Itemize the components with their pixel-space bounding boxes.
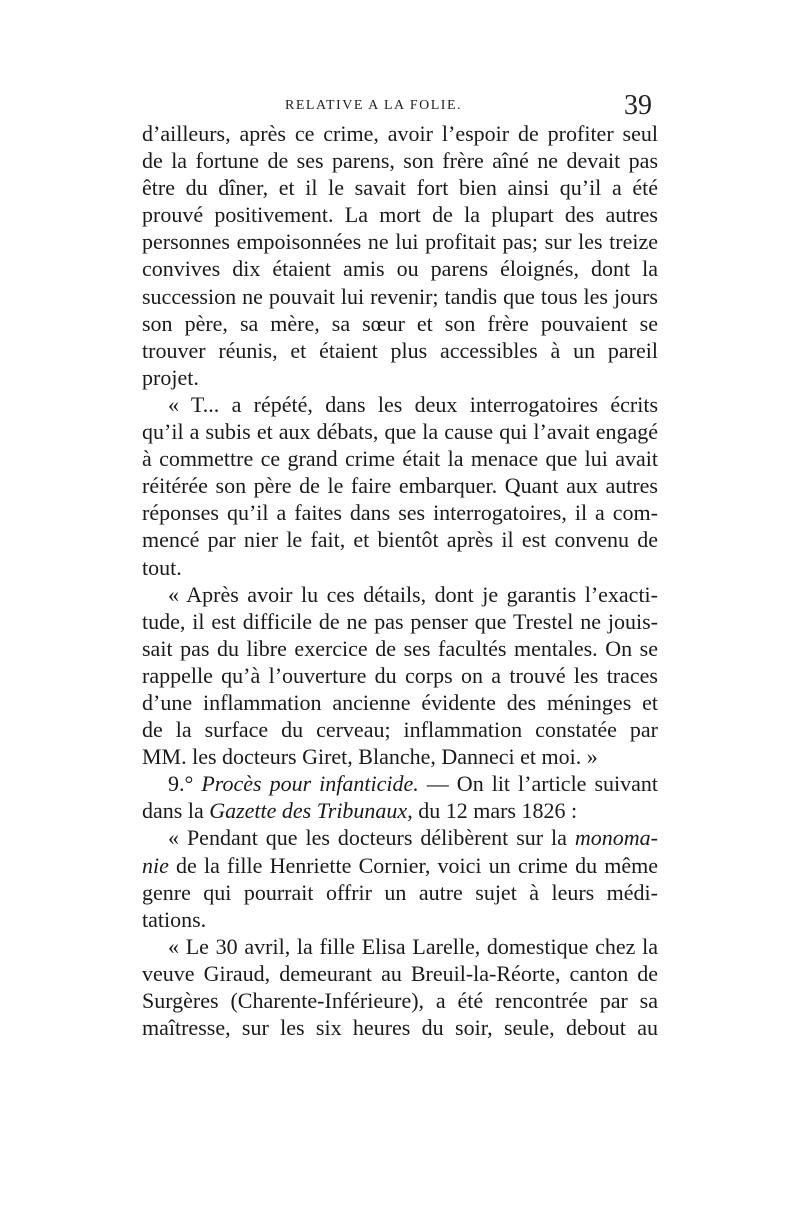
- section-heading: [142, 770, 658, 797]
- text-fragment: de la fille Henriette Cornier, voici un crime du même: [176, 852, 658, 878]
- page-number: 39: [624, 90, 652, 121]
- text-line: Surgères (Charente-Inférieure), a été rencontrée par sa: [142, 988, 658, 1013]
- text-line: « T... a répété, dans les deux interrogatoires écrits: [168, 391, 658, 417]
- text-line: tout.: [142, 554, 182, 580]
- text-line: tations.: [142, 906, 207, 932]
- text-line: [142, 824, 658, 851]
- text-line: « Après avoir lu ces détails, dont je garantis l’exacti-: [168, 581, 658, 607]
- text-line: rappelle qu’à l’ouverture du corps on a trouvé les traces: [142, 662, 658, 688]
- text-line: succession ne pouvait lui revenir; tandis que tous les jours: [142, 283, 658, 309]
- text-line: maîtresse, sur les six heures du soir, seule, debout au: [142, 1015, 658, 1041]
- text-line: qu’il a subis et aux débats, que la cause qui l’avait engagé: [142, 419, 658, 445]
- text-line: d’ailleurs, après ce crime, avoir l’espoir de profiter seul: [142, 121, 658, 146]
- text-line: à commettre ce grand crime était la menace que lui avait: [142, 446, 658, 472]
- running-title: RELATIVE A LA FOLIE.: [285, 98, 462, 113]
- text-fragment: dans la: [142, 798, 204, 824]
- text-line: MM. les docteurs Giret, Blanche, Danneci et moi. »: [142, 744, 598, 770]
- text-line: genre qui pourrait offrir un autre sujet à leurs médi-: [142, 879, 658, 905]
- page-header: [140, 92, 656, 122]
- text-line: projet.: [142, 364, 199, 390]
- text-line: « Le 30 avril, la fille Elisa Larelle, domestique chez la: [168, 933, 658, 959]
- italic-term: nie: [142, 852, 169, 878]
- text-line: [142, 852, 658, 879]
- text-line: personnes empoisonnées ne lui profitait pas; sur les treize: [142, 229, 658, 255]
- section-title-tail: — On lit l’article suivant: [426, 771, 659, 797]
- text-line: être du dîner, et il le savait fort bien ainsi qu’il a été: [142, 175, 658, 201]
- text-fragment: , du 12 mars 1826 :: [407, 798, 578, 824]
- body-text: [142, 120, 658, 1041]
- text-line: tude, il est difficile de ne pas penser que Trestel ne jouis-: [142, 608, 658, 634]
- text-line: mencé par nier le fait, et bientôt après il est convenu de: [142, 527, 658, 553]
- text-line: [142, 797, 658, 824]
- text-line: de la surface du cerveau; inflammation constatée par: [142, 717, 658, 743]
- section-title: Procès pour infanticide.: [201, 771, 419, 797]
- text-fragment: « Pendant que les docteurs délibèrent sur la: [168, 825, 567, 851]
- journal-title: Gazette des Tribunaux: [209, 798, 408, 824]
- section-number: 9.°: [168, 771, 194, 797]
- text-line: veuve Giraud, demeurant au Breuil-la-Réorte, canton de: [142, 960, 658, 986]
- text-line: réponses qu’il a faites dans ses interrogatoires, il a com-: [142, 500, 658, 526]
- text-line: d’une inflammation ancienne évidente des méninges et: [142, 689, 658, 715]
- text-line: prouvé positivement. La mort de la plupart des autres: [142, 202, 658, 228]
- text-line: convives dix étaient amis ou parens éloignés, dont la: [142, 256, 658, 282]
- text-line: réitérée son père de le faire embarquer. Quant aux autres: [142, 473, 658, 499]
- text-line: sait pas du libre exercice de ses facultés mentales. On se: [142, 635, 658, 661]
- text-line: son père, sa mère, sa sœur et son frère pouvaient se: [142, 310, 658, 336]
- text-line: de la fortune de ses parens, son frère aîné ne devait pas: [142, 148, 658, 174]
- text-line: trouver réunis, et étaient plus accessibles à un pareil: [142, 337, 658, 363]
- italic-term: monoma-: [574, 825, 658, 851]
